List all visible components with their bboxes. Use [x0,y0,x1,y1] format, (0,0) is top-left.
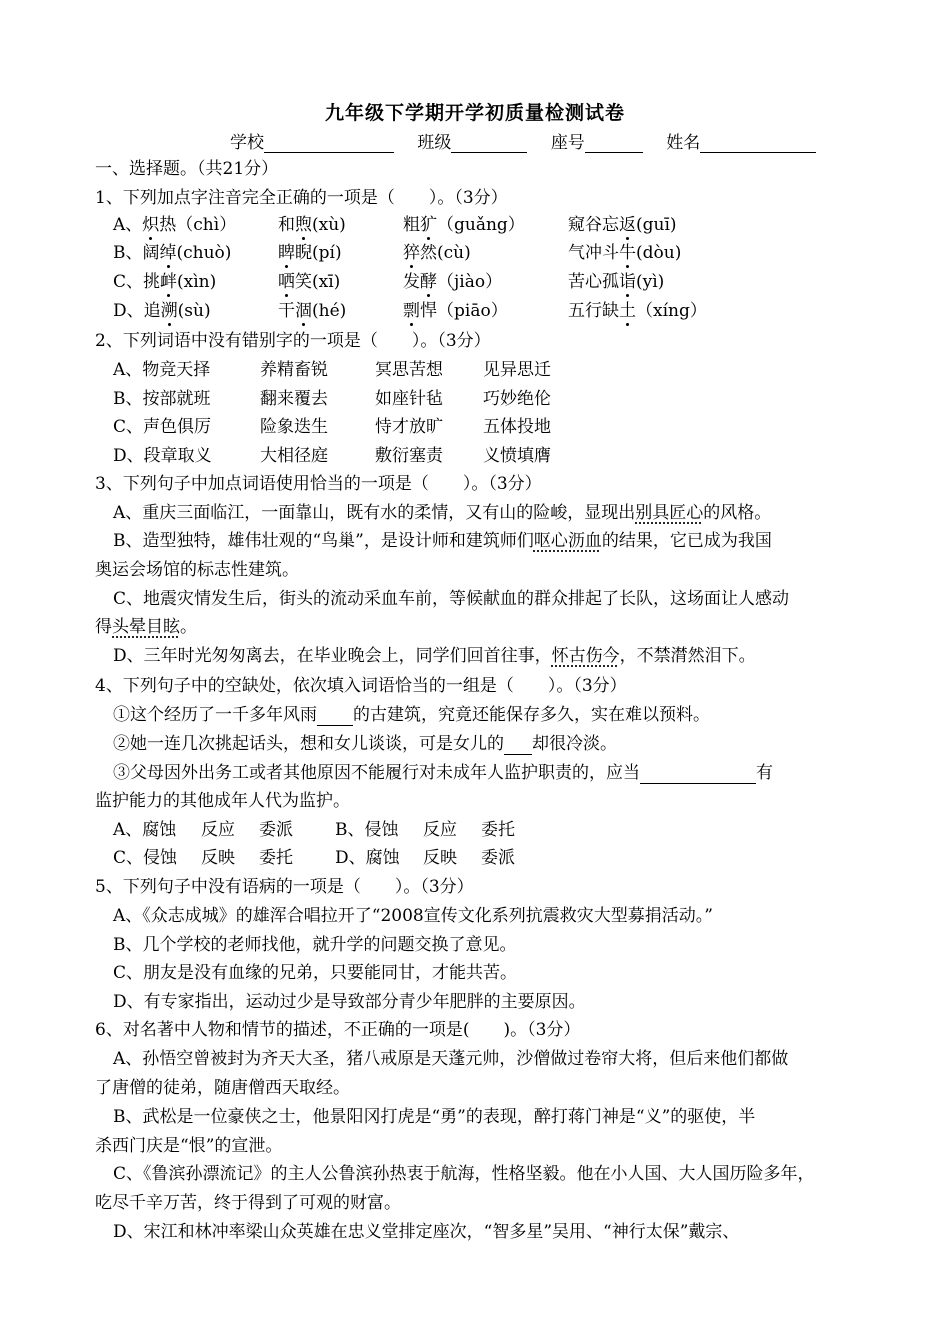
q6-stem: 6、对名著中人物和情节的描述，不正确的一项是( )。（3分） [95,1020,581,1040]
q3-option-c-line1: C、地震灾情发生后，街头的流动采血车前，等候献血的群众排起了长队，这场面让人感动 [113,589,790,609]
q5-option-a: A、《众志成城》的雄浑合唱拉开了“2008宣传文化系列抗震救灾大型募捐活动。” [113,906,713,926]
class-field[interactable] [451,134,527,153]
q5-stem: 5、下列句子中没有语病的一项是（ ）。（3分） [95,877,474,897]
q6-option-a-line2: 了唐僧的徒弟，随唐僧西天取经。 [95,1078,350,1098]
section-heading: 一、选择题。（共21分） [95,159,279,179]
exam-page: 九年级下学期开学初质量检测试卷 学校 班级 座号 姓名 一、选择题。（共21分） 1、下列加点字注音完全正确的一项是（ ）。（3分） A、炽热（chì） 和煦(xù) 粗犷（guǎng） 窥谷忘返(guī) B、阔绰(chuò) 睥睨(pí) 猝然(cù) 气冲斗牛(dòu) C、挑衅(xìn) 哂笑(xī) 发酵（jiào） 苦心孤诣(yì) D、追溯(sù) 干涸(hé) 剽悍（piāo） 五行缺土（xíng） 2、下列词语中没有错别字的一项是（ ）。（3分） A、物竞天择 养精畜锐 冥思苦想 见异思迁 B、按部就班 翻来覆去 如座针毡 巧妙绝伦 C、声色俱厉 险象迭生 恃才放旷 五体投地 D、段章取义 大相径庭 敷衍塞责 义愤填膺 3、下列句子中加点词语使用恰当的一项是（ ）。（3分） A、重庆三面临江，一面靠山，既有水的柔情，又有山的险峻，显现出别具匠心的风格。 B、造型独特，雄伟壮观的“鸟巢”，是设计师和建筑师们呕心沥血的结果，它已成为我国 奥运会场馆的标志性建筑。 C、地震灾情发生后，街头的流动采血车前，等候献血的群众排起了长队，这场面让人感动 得头晕目眩。 D、三年时光匆匆离去，在毕业晚会上，同学们回首往事，怀古伤今，不禁潸然泪下。 4、下列句子中的空缺处，依次填入词语恰当的一组是（ ）。（3分） ①这个经历了一千多年风雨 的古建筑，究竟还能保存多久，实在难以预料。 ②她一连几次挑起话头，想和女儿谈谈，可是女儿的 却很冷淡。 ③父母因外出务工或者其他原因不能履行对未成年人监护职责的，应当 有 监护能力的其他成年人代为监护。 A、腐蚀 反应 委派 B、侵蚀 反应 委托 C、侵蚀 反映 委托 D、腐蚀 反映 委派 5、下列句子中没有语病的一项是（ ）。（3分） A、《众志成城》的雄浑合唱拉开了“2008宣传文化系列抗震救灾大型募捐活动。” B、几个学校的老师找他，就升学的问题交换了意见。 C、朋友是没有血缘的兄弟，只要能同甘，才能共苦。 D、有专家指出，运动过少是导致部分青少年肥胖的主要原因。 6、对名著中人物和情节的描述，不正确的一项是( )。（3分） A、孙悟空曾被封为齐天大圣，猪八戒原是天蓬元帅，沙僧做过卷帘大将，但后来他们都做 了唐僧的徒弟，随唐僧西天取经。 B、武松是一位豪侠之士，他景阳冈打虎是“勇”的表现，醉打蒋门神是“义”的驱使，半 杀西门庆是“恨”的宣泄。 C、《鲁滨孙漂流记》的主人公鲁滨孙热衷于航海，性格坚毅。他在小人国、大人国历险多年， 吃尽千辛万苦，终于得到了可观的财富。 D、宋江和林冲率梁山众英雄在忠义堂排定座次，“智多星”吴用、“神行太保”戴宗、 [0,0,950,1342]
q6-option-b-line2: 杀西门庆是“恨”的宣泄。 [95,1136,283,1156]
q3-option-b-line1: B、造型独特，雄伟壮观的“鸟巢”，是设计师和建筑师们呕心沥血的结果，它已成为我国 [113,531,772,551]
q6-option-c-line1: C、《鲁滨孙漂流记》的主人公鲁滨孙热衷于航海，性格坚毅。他在小人国、大人国历险多年， [113,1164,815,1184]
school-field[interactable] [264,134,394,153]
dotted-term: 怀古伤今 [551,646,620,666]
student-info-row [230,128,816,153]
q5-option-c: C、朋友是没有血缘的兄弟，只要能同甘，才能共苦。 [113,963,518,983]
dotted-term: 头晕目眩 [112,617,180,637]
name-label: 姓名 [666,133,701,153]
dotted-term: 别具匠心 [635,503,704,523]
q1-stem: 1、下列加点字注音完全正确的一项是（ ）。（3分） [95,188,508,208]
q3-option-a: A、重庆三面临江，一面靠山，既有水的柔情，又有山的险峻，显现出别具匠心的风格。 [113,503,772,523]
q4-stem: 4、下列句子中的空缺处，依次填入词语恰当的一组是（ ）。（3分） [95,676,627,696]
q4-sentence-1: ①这个经历了一千多年风雨 的古建筑，究竟还能保存多久，实在难以预料。 [113,705,710,725]
q3-option-c-line2: 得头晕目眩。 [95,617,197,637]
q6-option-a-line1: A、孙悟空曾被封为齐天大圣，猪八戒原是天蓬元帅，沙僧做过卷帘大将，但后来他们都做 [113,1049,789,1069]
seat-label: 座号 [550,133,585,153]
class-label: 班级 [417,133,452,153]
school-label: 学校 [230,133,264,153]
q3-option-b-line2: 奥运会场馆的标志性建筑。 [95,560,299,580]
q6-option-b-line1: B、武松是一位豪侠之士，他景阳冈打虎是“勇”的表现，醉打蒋门神是“义”的驱使，半 [113,1107,756,1127]
q6-option-c-line2: 吃尽千辛万苦，终于得到了可观的财富。 [95,1193,401,1213]
q4-sentence-3: ③父母因外出务工或者其他原因不能履行对未成年人监护职责的，应当 有 [113,763,773,783]
page-title: 九年级下学期开学初质量检测试卷 [324,102,625,124]
q3-option-d: D、三年时光匆匆离去，在毕业晚会上，同学们回首往事，怀古伤今，不禁潸然泪下。 [113,646,756,666]
q3-stem: 3、下列句子中加点词语使用恰当的一项是（ ）。（3分） [95,474,542,494]
q4-sentence-3-cont: 监护能力的其他成年人代为监护。 [95,791,350,811]
q2-stem: 2、下列词语中没有错别字的一项是（ ）。（3分） [95,331,491,351]
q5-option-d: D、有专家指出，运动过少是导致部分青少年肥胖的主要原因。 [113,992,586,1012]
q6-option-d-line1: D、宋江和林冲率梁山众英雄在忠义堂排定座次，“智多星”吴用、“神行太保”戴宗、 [113,1222,740,1242]
dotted-term: 呕心沥血 [533,531,602,551]
q4-sentence-2: ②她一连几次挑起话头，想和女儿谈谈，可是女儿的 却很冷淡。 [113,734,617,754]
name-field[interactable] [700,134,816,153]
q5-option-b: B、几个学校的老师找他，就升学的问题交换了意见。 [113,935,517,955]
seat-field[interactable] [585,134,643,153]
